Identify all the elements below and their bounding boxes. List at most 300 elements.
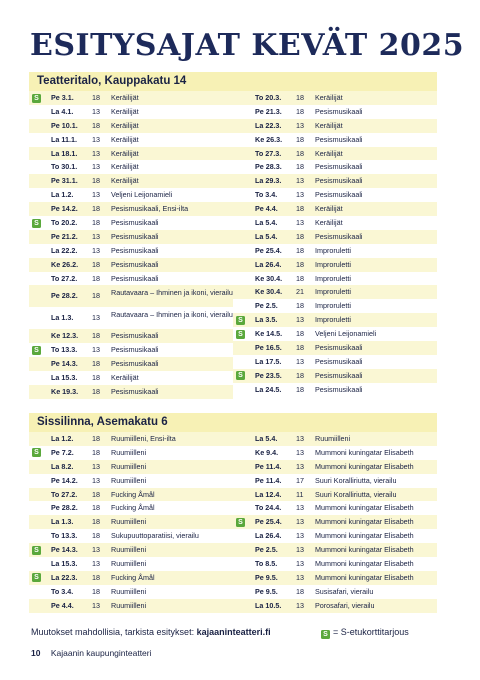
schedule-row: [233, 105, 437, 119]
performance-title: Mummoni kuningatar Elisabeth: [315, 447, 414, 457]
s-card-icon: S: [32, 219, 41, 228]
performance-day: Pe 3.1.: [51, 93, 74, 102]
performance-title: Ruumiilleni: [111, 559, 147, 569]
performance-title: Ruumiilleni, Ensi-ilta: [111, 434, 176, 443]
performance-title: Improruletti: [315, 287, 351, 297]
performance-time: 13: [296, 572, 304, 582]
performance-title: Ruumiilleni: [111, 600, 147, 610]
s-card-icon: S: [236, 371, 245, 380]
performance-day: Pe 2.5.: [255, 545, 278, 555]
schedule-row: [29, 188, 233, 202]
performance-title: Mummoni kuningatar Elisabeth: [315, 545, 414, 555]
schedule-row: [233, 369, 437, 383]
performance-day: Ke 9.4.: [255, 447, 279, 457]
performance-title: Keräilijät: [315, 218, 343, 228]
performance-title: Ruumiilleni: [315, 434, 351, 443]
performance-day: Pe 9.5.: [255, 572, 278, 582]
performance-title: Keräilijät: [111, 162, 139, 172]
performance-day: Pe 28.2.: [51, 291, 78, 301]
schedule-row: [233, 557, 437, 571]
performance-title: Pesismusikaali: [111, 245, 159, 255]
performance-title: Keräilijät: [111, 176, 139, 186]
schedule-row: [233, 460, 437, 474]
schedule-row: [233, 147, 437, 161]
schedule-row: [29, 202, 233, 216]
schedule-row: [233, 355, 437, 369]
performance-time: 18: [296, 204, 304, 214]
performance-title: Keräilijät: [315, 148, 343, 158]
schedule-row: [233, 174, 437, 188]
schedule-row: [29, 557, 233, 571]
performance-title: Pesismusikaali: [111, 331, 159, 341]
schedule-row: [29, 160, 233, 174]
schedule-row: [29, 385, 233, 399]
schedule-row: [29, 460, 233, 474]
performance-time: 18: [296, 231, 304, 241]
performance-day: To 3.4.: [255, 190, 278, 200]
performance-day: Ke 26.3.: [255, 134, 283, 144]
schedule-row: [29, 174, 233, 188]
performance-day: La 10.5.: [255, 600, 282, 610]
footer-note-text: Muutokset mahdollisia, tarkista esitykset:: [31, 627, 195, 637]
performance-day: Ke 26.2.: [51, 259, 79, 269]
performance-time: 18: [92, 447, 100, 457]
publisher-name: Kajaanin kaupunginteatteri: [50, 648, 152, 658]
schedule-column-left: [29, 91, 233, 399]
schedule-row: [233, 446, 437, 460]
performance-time: 18: [92, 204, 100, 214]
performance-title: Pesismusikaali: [111, 345, 159, 355]
performance-day: Pe 21.2.: [51, 231, 78, 241]
performance-title: Rautavaara – Ihminen ja ikoni, vierailu: [111, 310, 233, 320]
performance-day: Pe 16.5.: [255, 343, 282, 353]
s-card-icon: S: [32, 346, 41, 355]
performance-time: 13: [296, 503, 304, 513]
schedule-row: [29, 571, 233, 585]
performance-time: 18: [296, 245, 304, 255]
performance-time: 13: [296, 517, 304, 527]
performance-title: Pesismusikaali: [315, 162, 363, 172]
s-card-icon: S: [32, 573, 41, 582]
performance-title: Pesismusikaali: [315, 231, 363, 241]
performance-time: 13: [296, 447, 304, 457]
performance-time: 18: [92, 586, 100, 596]
schedule-row: [233, 383, 437, 397]
performance-title: Ruumiilleni: [111, 461, 147, 471]
performance-time: 13: [92, 475, 100, 485]
performance-time: 13: [92, 106, 100, 116]
performance-time: 18: [92, 434, 100, 443]
performance-title: Keräilijät: [315, 93, 343, 102]
performance-day: La 22.3.: [51, 572, 78, 582]
schedule-row: [29, 105, 233, 119]
performance-day: Pe 25.4.: [255, 517, 282, 527]
performance-day: Pe 4.4.: [51, 600, 74, 610]
schedule-column-right: [233, 432, 437, 613]
schedule-column-right: [233, 91, 437, 399]
schedule-row: [29, 474, 233, 488]
schedule-row: [233, 258, 437, 272]
performance-time: 18: [92, 273, 100, 283]
schedule-row: [29, 529, 233, 543]
performance-time: 18: [296, 259, 304, 269]
performance-day: Ke 30.4.: [255, 273, 283, 283]
schedule-row: [29, 216, 233, 230]
performance-time: 18: [296, 148, 304, 158]
performance-day: La 24.5.: [255, 384, 282, 394]
performance-day: To 13.3.: [51, 345, 78, 355]
schedule-row: [29, 543, 233, 557]
performance-day: Ke 12.3.: [51, 331, 79, 341]
schedule-row: [29, 515, 233, 529]
performance-title: Pesismusikaali: [315, 343, 363, 353]
performance-title: Pesismusikaali: [111, 273, 159, 283]
schedule-row: [29, 329, 233, 343]
performance-day: To 8.5.: [255, 559, 278, 569]
schedule-row: [29, 432, 233, 446]
performance-time: 18: [92, 517, 100, 527]
performance-day: La 5.4.: [255, 231, 278, 241]
performance-time: 13: [92, 162, 100, 172]
performance-time: 13: [92, 134, 100, 144]
schedule-row: [233, 599, 437, 613]
schedule-row: [29, 285, 233, 307]
schedule-row: [29, 307, 233, 329]
performance-time: 13: [92, 190, 100, 200]
s-card-icon: S: [321, 630, 330, 639]
schedule-row: [29, 147, 233, 161]
schedule-row: [29, 488, 233, 502]
performance-time: 13: [296, 356, 304, 366]
performance-title: Mummoni kuningatar Elisabeth: [315, 503, 414, 513]
performance-time: 18: [92, 359, 100, 369]
schedule-row: [233, 585, 437, 599]
performance-day: La 1.3.: [51, 313, 74, 323]
performance-title: Mummoni kuningatar Elisabeth: [315, 559, 414, 569]
performance-time: 18: [92, 572, 100, 582]
performance-time: 13: [296, 559, 304, 569]
performance-day: La 11.1.: [51, 134, 77, 144]
performance-time: 18: [296, 134, 304, 144]
performance-title: Suuri Koralliriutta, vierailu: [315, 475, 397, 485]
performance-time: 13: [296, 190, 304, 200]
performance-day: Pe 28.3.: [255, 162, 282, 172]
performance-title: Fucking Åmål: [111, 489, 155, 499]
performance-time: 18: [92, 259, 100, 269]
performance-time: 11: [296, 489, 304, 499]
legend-text: = S-etukorttitarjous: [333, 627, 409, 637]
s-card-icon: S: [32, 94, 41, 103]
schedule-row: [29, 272, 233, 286]
performance-day: La 1.2.: [51, 190, 74, 200]
performance-day: Pe 10.1.: [51, 120, 78, 130]
page-footer: [31, 648, 152, 658]
performance-time: 13: [92, 600, 100, 610]
performance-time: 18: [92, 93, 100, 102]
section-heading: Teatteritalo, Kauppakatu 14: [29, 72, 437, 91]
performance-time: 17: [296, 475, 304, 485]
performance-day: La 5.4.: [255, 434, 278, 443]
performance-day: Pe 14.3.: [51, 545, 78, 555]
schedule-row: [233, 202, 437, 216]
performance-day: Ke 14.5.: [255, 329, 283, 339]
performance-title: Pesismusikaali: [315, 384, 363, 394]
performance-time: 13: [92, 559, 100, 569]
performance-time: 13: [296, 176, 304, 186]
footer-note: [31, 627, 271, 637]
schedule-row: [233, 299, 437, 313]
performance-day: To 13.3.: [51, 531, 78, 541]
schedule-column-left: [29, 432, 233, 613]
performance-day: Pe 9.5.: [255, 586, 278, 596]
performance-day: La 15.3.: [51, 373, 78, 383]
performance-title: Pesismusikaali: [315, 370, 363, 380]
schedule-row: [233, 543, 437, 557]
schedule-row: [233, 327, 437, 341]
performance-title: Veljeni Leijonamieli: [315, 329, 377, 339]
performance-day: Ke 19.3.: [51, 387, 79, 397]
performance-day: Pe 11.4.: [255, 461, 282, 471]
performance-title: Sukupuuttoparatiisi, vierailu: [111, 531, 199, 541]
performance-day: To 24.4.: [255, 503, 282, 513]
schedule-row: [29, 133, 233, 147]
performance-time: 18: [92, 120, 100, 130]
schedule-row: [233, 216, 437, 230]
performance-time: 18: [296, 329, 304, 339]
performance-day: La 1.3.: [51, 517, 74, 527]
performance-day: To 30.1.: [51, 162, 78, 172]
schedule-row: [233, 285, 437, 299]
performance-title: Pesismusikaali: [111, 231, 159, 241]
performance-day: To 27.3.: [255, 148, 282, 158]
schedule-row: [29, 446, 233, 460]
performance-title: Keräilijät: [111, 106, 139, 116]
schedule-row: [233, 91, 437, 105]
performance-day: Pe 23.5.: [255, 370, 282, 380]
performance-day: Pe 25.4.: [255, 245, 282, 255]
performance-title: Mummoni kuningatar Elisabeth: [315, 572, 414, 582]
schedule-row: [233, 119, 437, 133]
performance-title: Pesismusikaali: [315, 356, 363, 366]
schedule-row: [233, 432, 437, 446]
performance-day: Pe 7.2.: [51, 447, 74, 457]
schedule-row: [233, 501, 437, 515]
performance-day: To 20.2.: [51, 218, 78, 228]
performance-day: La 22.3.: [255, 120, 282, 130]
performance-title: Susisafari, vierailu: [315, 586, 374, 596]
performance-title: Keräilijät: [315, 120, 343, 130]
performance-time: 21: [296, 287, 304, 297]
performance-title: Mummoni kuningatar Elisabeth: [315, 461, 414, 471]
performance-title: Improruletti: [315, 245, 351, 255]
performance-day: La 17.5.: [255, 356, 282, 366]
schedule-row: [233, 230, 437, 244]
performance-day: To 3.4.: [51, 586, 74, 596]
performance-title: Mummoni kuningatar Elisabeth: [315, 531, 414, 541]
performance-time: 18: [296, 106, 304, 116]
performance-day: La 5.4.: [255, 218, 278, 228]
performance-time: 18: [296, 370, 304, 380]
performance-time: 13: [296, 600, 304, 610]
performance-title: Pesismusikaali: [315, 134, 363, 144]
performance-time: 13: [92, 461, 100, 471]
schedule-row: [233, 341, 437, 355]
schedule-row: [233, 515, 437, 529]
performance-day: La 26.4.: [255, 259, 282, 269]
schedule-row: [233, 571, 437, 585]
performance-title: Keräilijät: [111, 93, 139, 102]
performance-time: 13: [92, 148, 100, 158]
schedule-row: [233, 488, 437, 502]
performance-time: 18: [92, 503, 100, 513]
performance-time: 18: [296, 586, 304, 596]
schedule-row: [29, 258, 233, 272]
performance-title: Ruumiilleni: [111, 545, 147, 555]
performance-title: Pesismusikaali: [315, 106, 363, 116]
performance-day: La 3.5.: [255, 315, 278, 325]
schedule-row: [29, 91, 233, 105]
schedule-row: [29, 244, 233, 258]
performance-day: La 1.2.: [51, 434, 74, 443]
performance-time: 18: [92, 387, 100, 397]
performance-title: Improruletti: [315, 301, 351, 311]
performance-time: 18: [92, 489, 100, 499]
performance-title: Keräilijät: [111, 120, 139, 130]
s-card-icon: S: [236, 330, 245, 339]
performance-day: To 27.2.: [51, 273, 78, 283]
s-card-icon: S: [32, 448, 41, 457]
performance-day: La 29.3.: [255, 176, 282, 186]
performance-day: Pe 4.4.: [255, 204, 278, 214]
performance-title: Keräilijät: [315, 204, 343, 214]
s-card-icon: S: [32, 546, 41, 555]
performance-day: La 4.1.: [51, 106, 74, 116]
performance-time: 18: [296, 273, 304, 283]
performance-time: 13: [92, 231, 100, 241]
performance-title: Improruletti: [315, 315, 351, 325]
performance-time: 13: [92, 345, 100, 355]
page-number: 10: [31, 648, 41, 658]
performance-time: 13: [296, 315, 304, 325]
performance-time: 18: [92, 291, 100, 301]
performance-time: 18: [296, 384, 304, 394]
performance-day: La 26.4.: [255, 531, 282, 541]
section-heading: Sissilinna, Asemakatu 6: [29, 413, 437, 432]
performance-title: Pesismusikaali: [111, 259, 159, 269]
legend: [321, 627, 409, 638]
performance-time: 13: [296, 434, 304, 443]
performance-title: Improruletti: [315, 273, 351, 283]
performance-title: Ruumiilleni: [111, 586, 147, 596]
performance-day: Ke 30.4.: [255, 287, 283, 297]
schedule-row: [233, 244, 437, 258]
performance-time: 18: [92, 218, 100, 228]
performance-day: Pe 14.2.: [51, 475, 78, 485]
performance-title: Pesismusikaali: [111, 387, 159, 397]
performance-time: 13: [296, 218, 304, 228]
performance-title: Pesismusikaali: [315, 190, 363, 200]
performance-title: Pesismusikaali: [111, 359, 159, 369]
website-link[interactable]: kajaaninteatteri.fi: [196, 627, 271, 637]
performance-title: Ruumiilleni: [111, 517, 147, 527]
schedule-row: [29, 343, 233, 357]
schedule-row: [29, 230, 233, 244]
performance-day: Pe 28.2.: [51, 503, 78, 513]
schedule-row: [233, 474, 437, 488]
performance-title: Fucking Åmål: [111, 572, 155, 582]
performance-title: Keräilijät: [111, 134, 139, 144]
performance-day: Pe 2.5.: [255, 301, 278, 311]
schedule-row: [29, 501, 233, 515]
performance-title: Pesismusikaali: [315, 176, 363, 186]
schedule-row: [29, 599, 233, 613]
performance-time: 18: [296, 93, 304, 102]
performance-title: Suuri Koralliriutta, vierailu: [315, 489, 397, 499]
s-card-icon: S: [236, 518, 245, 527]
performance-day: Pe 31.1.: [51, 176, 78, 186]
schedule-row: [233, 160, 437, 174]
performance-day: La 8.2.: [51, 461, 74, 471]
schedule-row: [29, 357, 233, 371]
performance-time: 18: [92, 531, 100, 541]
performance-title: Rautavaara – Ihminen ja ikoni, vierailu: [111, 288, 233, 298]
performance-time: 13: [296, 461, 304, 471]
performance-day: To 27.2.: [51, 489, 78, 499]
performance-title: Porosafari, vierailu: [315, 600, 375, 610]
performance-title: Fucking Åmål: [111, 503, 155, 513]
performance-time: 18: [296, 301, 304, 311]
s-card-icon: S: [236, 316, 245, 325]
performance-day: To 20.3.: [255, 93, 282, 102]
performance-time: 13: [296, 120, 304, 130]
schedule-row: [233, 188, 437, 202]
performance-day: Pe 11.4.: [255, 475, 282, 485]
performance-day: La 22.2.: [51, 245, 78, 255]
performance-title: Pesismusikaali, Ensi-ilta: [111, 204, 189, 214]
performance-day: La 15.3.: [51, 559, 78, 569]
performance-time: 18: [296, 343, 304, 353]
performance-title: Veljeni Leijonamieli: [111, 190, 173, 200]
performance-title: Keräilijät: [111, 373, 139, 383]
performance-time: 13: [296, 545, 304, 555]
performance-day: Pe 21.3.: [255, 106, 282, 116]
section-sissilinna: [29, 413, 437, 613]
performance-title: Keräilijät: [111, 148, 139, 158]
performance-day: Pe 14.2.: [51, 204, 78, 214]
section-teatteritalo: [29, 72, 437, 399]
schedule-row: [233, 272, 437, 286]
schedule-row: [29, 585, 233, 599]
schedule-row: [233, 529, 437, 543]
page-title: ESITYSAJAT KEVÄT 2025: [30, 28, 465, 63]
performance-time: 18: [92, 176, 100, 186]
schedule-row: [233, 313, 437, 327]
performance-time: 13: [92, 313, 100, 323]
performance-time: 13: [92, 245, 100, 255]
performance-time: 13: [296, 531, 304, 541]
performance-time: 18: [92, 331, 100, 341]
schedule-row: [233, 133, 437, 147]
performance-title: Ruumiilleni: [111, 447, 147, 457]
performance-day: La 12.4.: [255, 489, 282, 499]
schedule-row: [29, 119, 233, 133]
performance-title: Mummoni kuningatar Elisabeth: [315, 517, 414, 527]
performance-title: Improruletti: [315, 259, 351, 269]
performance-time: 18: [296, 162, 304, 172]
performance-title: Pesismusikaali: [111, 218, 159, 228]
performance-title: Ruumiilleni: [111, 475, 147, 485]
performance-time: 13: [92, 545, 100, 555]
